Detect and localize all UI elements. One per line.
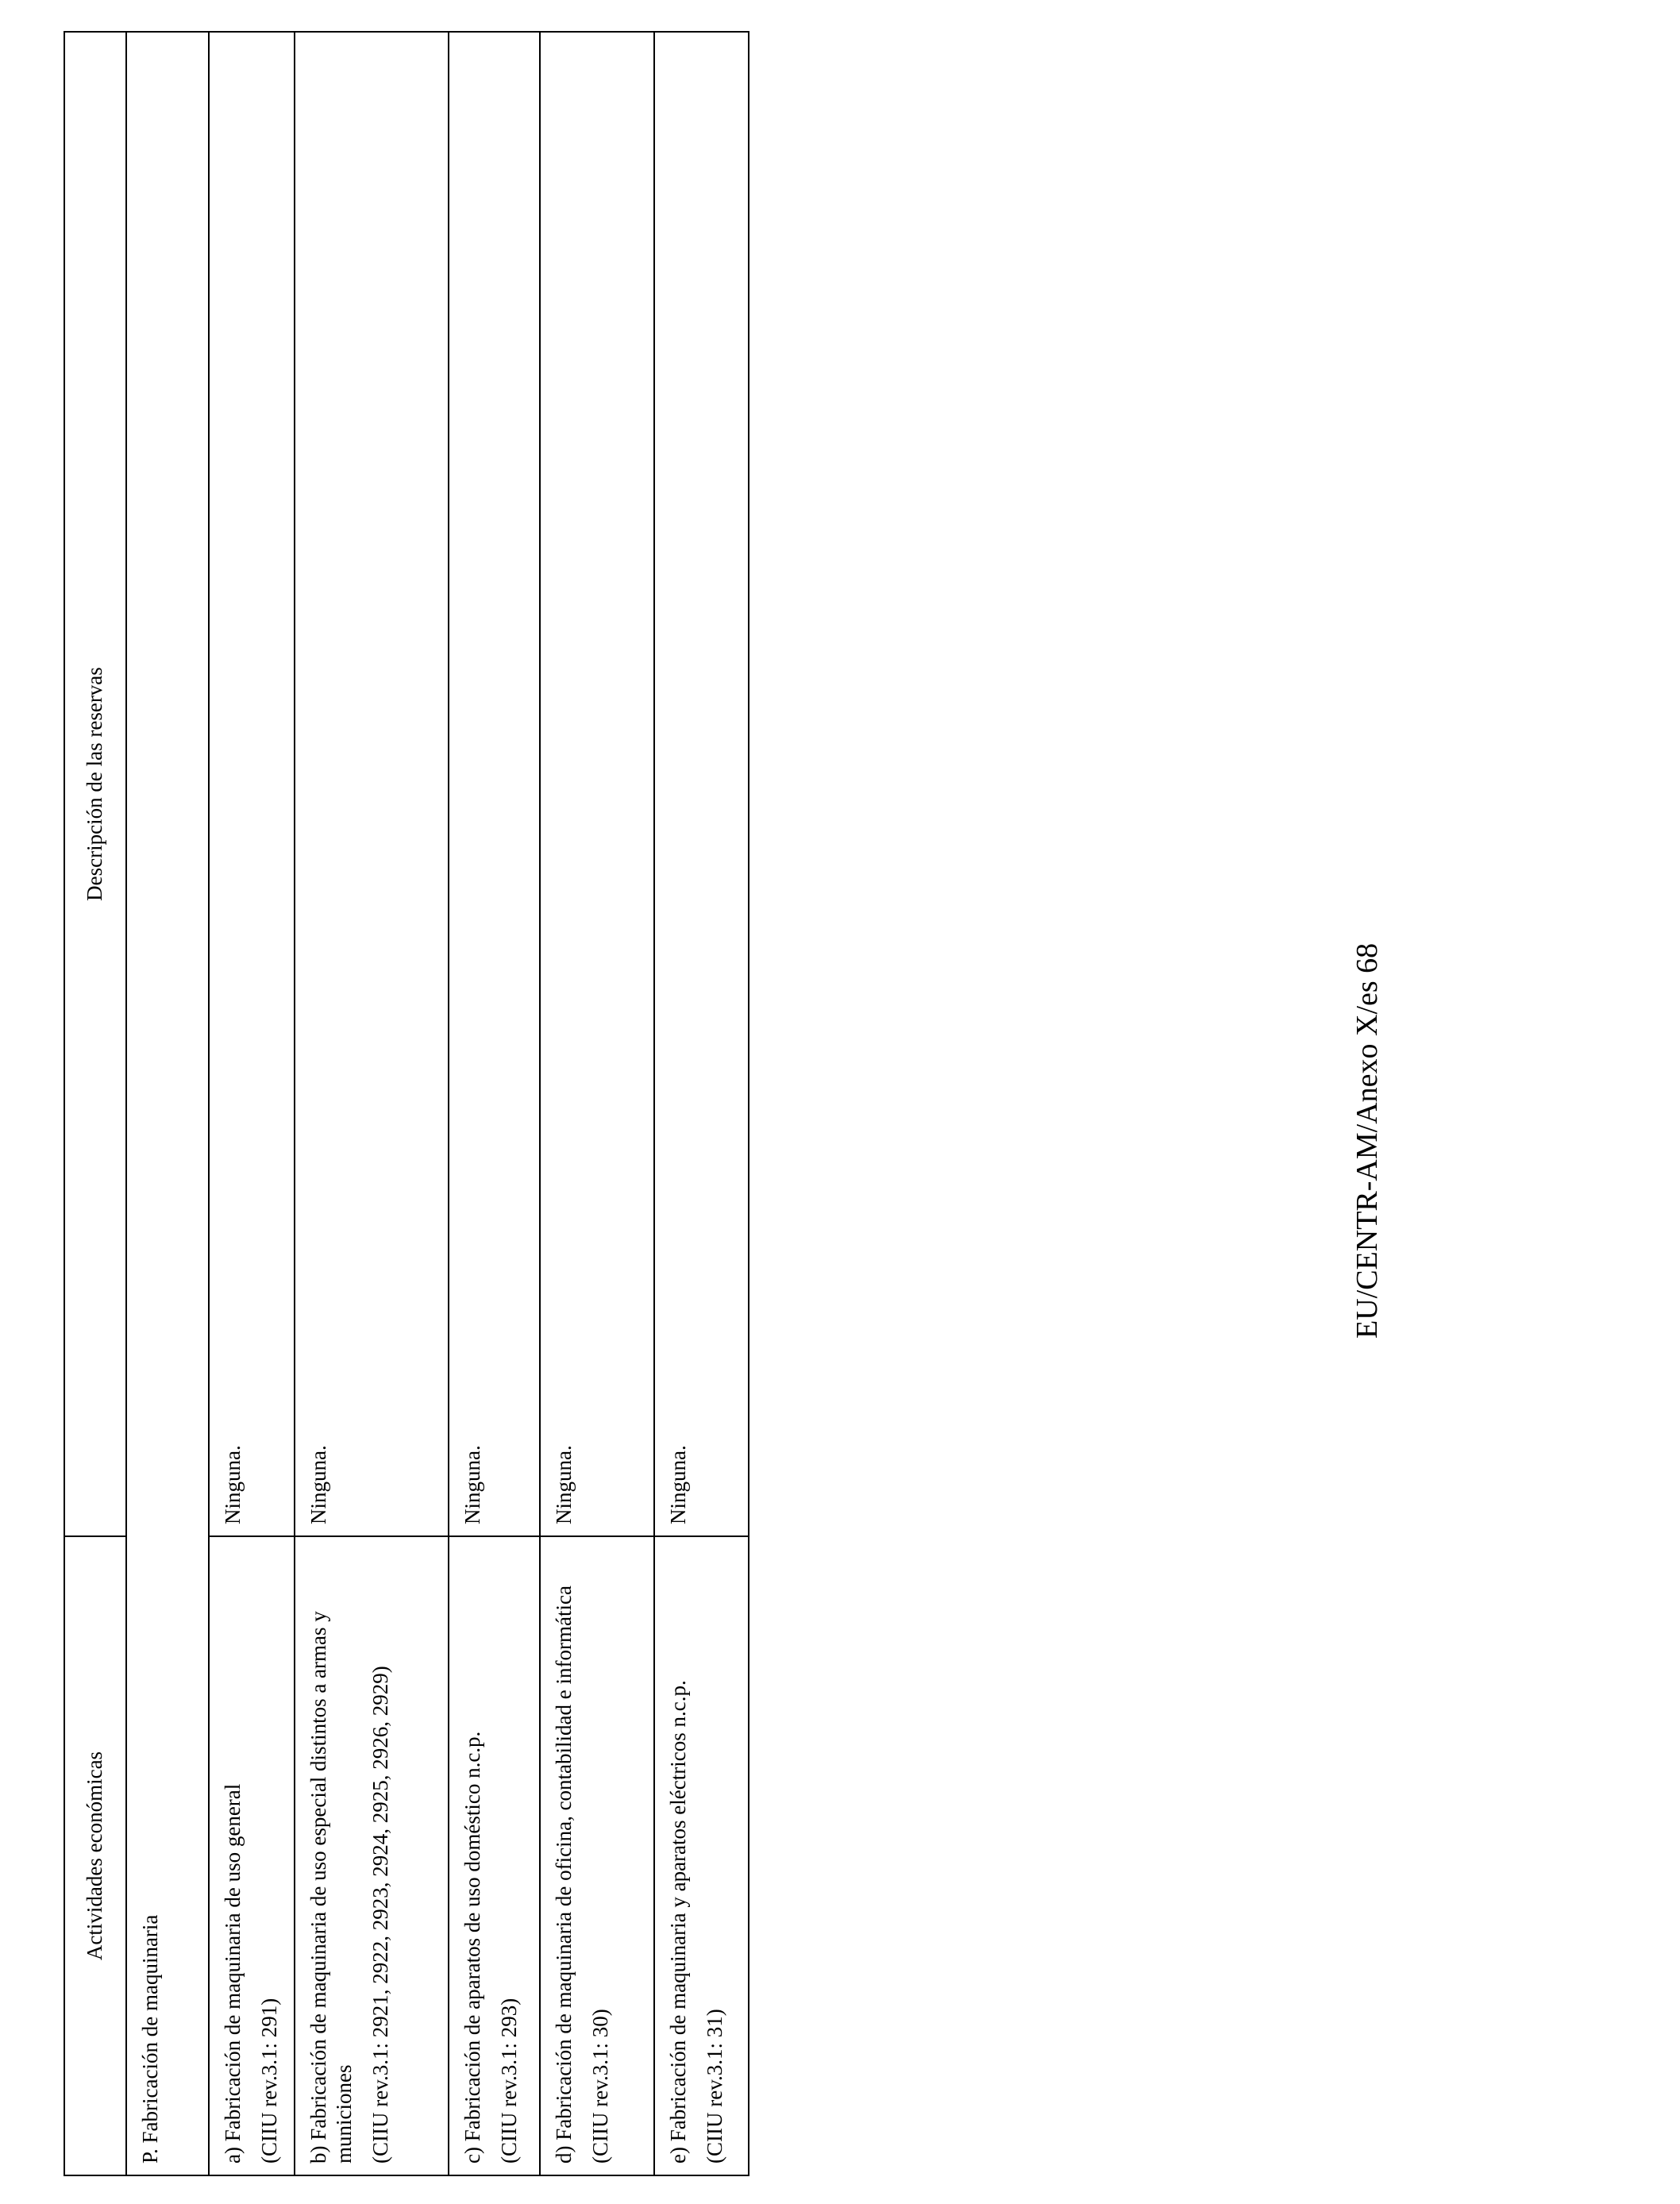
activity-label: a) Fabricación de maquinaria de uso general: [221, 1783, 245, 2164]
activity-cell: [540, 1536, 654, 2175]
reservation-cell: Ninguna.: [654, 32, 749, 1536]
reservations-table: [64, 31, 749, 2176]
activity-label: e) Fabricación de maquinaria y aparatos eléctricos n.c.p.: [666, 1680, 690, 2164]
table-row: [540, 32, 654, 2175]
section-title: P. Fabricación de maquinaria: [126, 32, 209, 2175]
activity-cell: [295, 1536, 449, 2175]
table-header-row: [64, 32, 126, 2175]
reservation-cell: Ninguna.: [540, 32, 654, 1536]
activity-cell: [449, 1536, 540, 2175]
activity-label: c) Fabricación de aparatos de uso doméstico n.c.p.: [460, 1731, 484, 2164]
reservation-cell: Ninguna.: [295, 32, 449, 1536]
activity-cell: [209, 1536, 295, 2175]
activity-label: b) Fabricación de maquinaria de uso especial distintos a armas y municiones: [306, 1611, 356, 2164]
activity-label: d) Fabricación de maquinaria de oficina, contabilidad e informática: [552, 1586, 576, 2164]
table-row: [209, 32, 295, 2175]
activity-code: (CIIU rev.3.1: 31): [702, 2009, 726, 2164]
activity-code: (CIIU rev.3.1: 291): [256, 1998, 281, 2164]
table-row: [449, 32, 540, 2175]
table-row: [654, 32, 749, 2175]
reservation-cell: Ninguna.: [209, 32, 295, 1536]
header-reservations: Descripción de las reservas: [64, 32, 126, 1536]
header-activities: Actividades económicas: [64, 1536, 126, 2175]
activity-cell: [654, 1536, 749, 2175]
document-reference: EU/CENTR-AM/Anexo X/es 68: [1351, 942, 1384, 1339]
table-row: [295, 32, 449, 2175]
activity-code: (CIIU rev.3.1: 293): [496, 1998, 521, 2164]
section-row: [126, 32, 209, 2175]
activity-code: (CIIU rev.3.1: 30): [588, 2009, 612, 2164]
activity-code: (CIIU rev.3.1: 2921, 2922, 2923, 2924, 2925, 2926, 2929): [368, 1666, 392, 2164]
reservation-cell: Ninguna.: [449, 32, 540, 1536]
